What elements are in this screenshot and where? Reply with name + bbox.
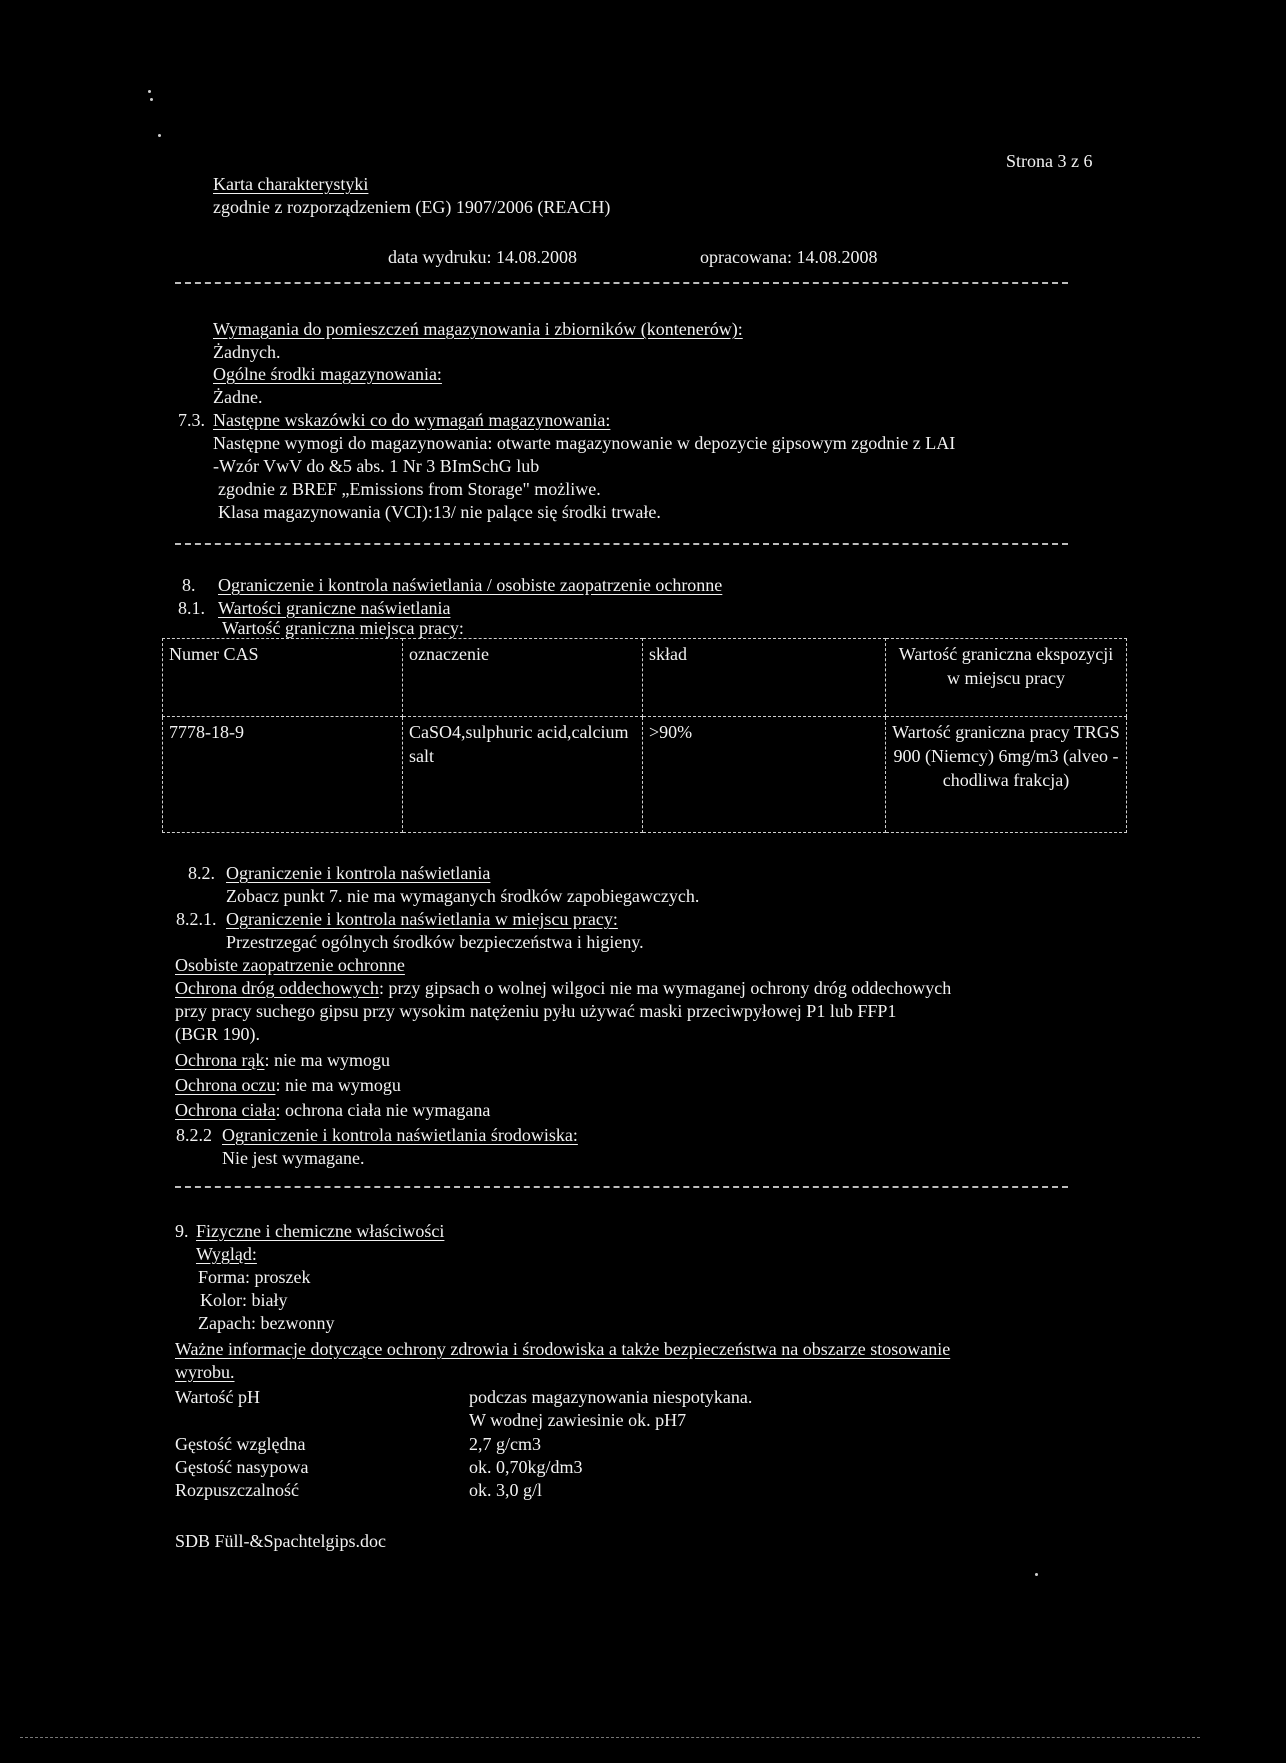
page-number: Strona 3 z 6 [1006,151,1093,171]
section-8-2-text: Zobacz punkt 7. nie ma wymaganych środków zapobiegawczych. [226,886,700,906]
respiratory-protection [175,977,951,999]
table-cell: >90% [643,717,886,833]
property-value: podczas magazynowania niespotykana. [469,1387,753,1407]
table-header-cell: Numer CAS [163,639,403,717]
bottom-edge [20,1737,1200,1738]
section-8-2-1-text: Przestrzegać ogólnych środków bezpieczeństwa i higieny. [226,932,644,952]
section-number: 8.2.2 [176,1125,212,1145]
section-7-3-line: zgodnie z BREF „Emissions from Storage" możliwe. [218,479,601,499]
eye-label: Ochrona oczu [175,1075,276,1095]
scan-speck [150,98,153,101]
body-protection [175,1099,490,1121]
table-header-row [163,639,1127,717]
table-cell: CaSO4,sulphuric acid,calcium salt [403,717,643,833]
exposure-limits-table [162,638,1127,833]
edited-date: opracowana: 14.08.2008 [700,247,878,267]
document-title: Karta charakterystyki [213,174,369,194]
respiratory-text-line: przy pracy suchego gipsu przy wysokim natężeniu pyłu używać maski przeciwpyłowej P1 lub FFP1 [175,1001,897,1021]
table-header-cell: oznaczenie [403,639,643,717]
scan-speck [148,90,151,93]
body-text: : ochrona ciała nie wymagana [275,1100,491,1120]
table-cell: 7778-18-9 [163,717,403,833]
storage-requirements-value: Żadnych. [213,342,281,362]
hand-protection [175,1049,390,1071]
form-value: Forma: proszek [198,1267,311,1287]
workplace-limit-label: Wartość graniczna miejsca pracy: [222,618,464,638]
color-value: Kolor: biały [200,1290,288,1310]
important-info-line: wyrobu. [175,1362,235,1382]
property-label: Gęstość nasypowa [175,1457,309,1477]
section-7-3-line: -Wzór VwV do &5 abs. 1 Nr 3 BImSchG lub [213,456,540,476]
table-header-cell: Wartość graniczna ekspozycji w miejscu pracy [886,639,1127,717]
regulation-line: zgodnie z rozporządzeniem (EG) 1907/2006 (REACH) [213,197,611,217]
eye-protection [175,1074,401,1096]
respiratory-text-line: (BGR 190). [175,1024,260,1044]
hand-text: : nie ma wymogu [264,1050,390,1070]
print-date: data wydruku: 14.08.2008 [388,247,577,267]
property-value: 2,7 g/cm3 [469,1434,541,1454]
property-label: Rozpuszczalność [175,1480,299,1500]
important-info-line: Ważne informacje dotyczące ochrony zdrowia i środowiska a także bezpieczeństwa na obszarze stosowanie [175,1339,951,1359]
respiratory-text: : przy gipsach o wolnej wilgoci nie ma wymaganej ochrony dróg oddechowych [378,978,952,998]
odor-value: Zapach: bezwonny [198,1313,335,1333]
section-8-2-1-heading: Ograniczenie i kontrola naświetlania w miejscu pracy: [226,909,618,929]
section-8-2-2-heading: Ograniczenie i kontrola naświetlania środowiska: [222,1125,578,1145]
section-number: 8.2. [188,863,215,883]
body-label: Ochrona ciała [175,1100,276,1120]
table-row [163,717,1127,833]
property-value: W wodnej zawiesinie ok. pH7 [469,1410,687,1430]
section-number: 8.2.1. [176,909,217,929]
property-label: Gęstość względna [175,1434,306,1454]
scan-speck [158,134,161,137]
section-number: 8. [182,575,196,595]
appearance-heading: Wygląd: [196,1244,257,1264]
property-value: ok. 3,0 g/l [469,1480,543,1500]
storage-measures-heading: Ogólne środki magazynowania: [213,364,442,384]
ppe-heading: Osobiste zaopatrzenie ochronne [175,955,405,975]
section-7-3-heading: Następne wskazówki co do wymagań magazynowania: [213,410,611,430]
section-8-heading: Ograniczenie i kontrola naświetlania / osobiste zaopatrzenie ochronne [218,575,723,595]
section-7-3-line: Klasa magazynowania (VCI):13/ nie palące się środki trwałe. [218,502,661,522]
section-number: 8.1. [178,598,205,618]
section-7-3-line: Następne wymogi do magazynowania: otwarte magazynowanie w depozycie gipsowym zgodnie z LAI [213,433,956,453]
table-header-cell: skład [643,639,886,717]
section-number: 9. [175,1221,189,1241]
respiratory-label: Ochrona dróg oddechowych [175,978,379,998]
divider [175,282,1068,284]
section-8-2-2-text: Nie jest wymagane. [222,1148,365,1168]
table-cell: Wartość graniczna pracy TRGS 900 (Niemcy) 6mg/m3 (alveo - chodliwa frakcja) [886,717,1127,833]
scan-speck [1035,1573,1038,1576]
section-8-1-heading: Wartości graniczne naświetlania [218,598,451,618]
storage-measures-value: Żadne. [213,387,263,407]
divider [175,543,1068,545]
section-number: 7.3. [178,410,205,430]
property-label: Wartość pH [175,1387,261,1407]
divider [175,1186,1068,1188]
section-8-2-heading: Ograniczenie i kontrola naświetlania [226,863,491,883]
section-9-heading: Fizyczne i chemiczne właściwości [196,1221,445,1241]
hand-label: Ochrona rąk [175,1050,265,1070]
property-value: ok. 0,70kg/dm3 [469,1457,583,1477]
storage-requirements-heading: Wymagania do pomieszczeń magazynowania i zbiorników (kontenerów): [213,319,743,339]
footer-filename: SDB Füll-&Spachtelgips.doc [175,1531,386,1551]
eye-text: : nie ma wymogu [275,1075,401,1095]
